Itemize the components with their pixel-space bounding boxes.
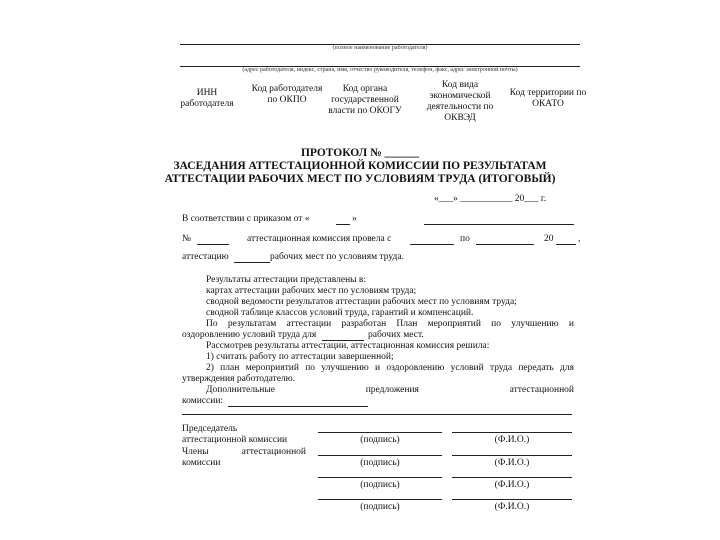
results-item-3: сводной таблице классов условий труда, гарантий и компенсаций.	[206, 308, 474, 318]
chair-label-2: аттестационной комиссии	[182, 435, 288, 445]
member-2-sign-caption: (подпись)	[360, 480, 400, 490]
results-item-2: сводной ведомости результатов аттестации рабочих мест по условиям труда;	[206, 297, 517, 307]
code-okogu: Код органа государственной власти по ОКОГУ	[328, 84, 402, 116]
org-name-caption: (полное наименование работодателя)	[332, 45, 428, 51]
members-label-2: комиссии	[182, 458, 221, 468]
decision-intro: Рассмотрев результаты аттестации, аттестационная комиссия решила:	[206, 341, 490, 351]
extra-proposals-field-2[interactable]	[182, 414, 572, 415]
member-1-fio-caption: (Ф.И.О.)	[494, 458, 530, 468]
extra-proposals-line-1: Дополнительные предложения аттестационной	[206, 385, 574, 395]
code-okpo: Код работодателя по ОКПО	[251, 84, 323, 105]
code-inn: ИНН работодателя	[180, 88, 234, 109]
comma: ,	[578, 234, 581, 244]
extra-proposals-field[interactable]	[228, 406, 368, 407]
plan-line-1: По результатам аттестации разработан План мероприятий по улучшению и	[206, 319, 574, 329]
address-caption: (адрес работодателя, индекс, страна, имя, отчество руководителя, телефон, факс, адрес электронной почты)	[242, 67, 518, 73]
order-rest-field[interactable]	[424, 224, 574, 225]
protocol-date[interactable]: «___» ___________ 20___ г.	[434, 194, 547, 204]
order-day-field[interactable]	[336, 224, 350, 225]
title-line-3: АТТЕСТАЦИИ РАБОЧИХ МЕСТ ПО УСЛОВИЯМ ТРУДА (ИТОГОВЫЙ)	[164, 173, 556, 185]
member-3-fio-caption: (Ф.И.О.)	[494, 502, 530, 512]
member-2-fio-line[interactable]	[452, 477, 572, 478]
order-prefix: В соответствии с приказом от «	[182, 214, 310, 224]
member-1-signature-line[interactable]	[318, 455, 442, 456]
plan-line-2-prefix: оздоровлению условий труда для	[182, 330, 317, 340]
members-label-1: Члены аттестационной	[182, 447, 306, 457]
plan-line-2-suffix: рабочих мест.	[368, 330, 424, 340]
member-1-sign-caption: (подпись)	[360, 458, 400, 468]
order-quote: »	[352, 214, 357, 224]
member-3-signature-line[interactable]	[318, 499, 442, 500]
code-okato: Код территории по ОКАТО	[509, 88, 587, 109]
date-from-field[interactable]	[410, 244, 454, 245]
results-item-1: картах аттестации рабочих мест по условиям труда;	[206, 286, 417, 296]
results-intro: Результаты аттестации представлены в:	[206, 275, 367, 285]
attest-count-field[interactable]	[234, 262, 270, 263]
chair-fio-line[interactable]	[452, 432, 572, 433]
member-1-fio-line[interactable]	[452, 455, 572, 456]
order-no-label: №	[182, 234, 192, 244]
year-field[interactable]	[556, 244, 576, 245]
member-2-fio-caption: (Ф.И.О.)	[494, 480, 530, 490]
decision-1: 1) считать работу по аттестации завершенной;	[206, 352, 394, 362]
attest-prefix: аттестацию	[182, 252, 229, 262]
member-2-signature-line[interactable]	[318, 477, 442, 478]
member-3-sign-caption: (подпись)	[360, 502, 400, 512]
year-label: 20	[544, 234, 554, 244]
member-3-fio-line[interactable]	[452, 499, 572, 500]
decision-2-line-1: 2) план мероприятий по улучшению и оздоровлению условий труда передать для	[206, 363, 574, 373]
attest-suffix: рабочих мест по условиям труда.	[270, 252, 404, 262]
title-number: ПРОТОКОЛ № ______	[300, 147, 420, 159]
po-label: по	[460, 234, 470, 244]
chair-sign-caption: (подпись)	[360, 435, 400, 445]
order-no-field[interactable]	[197, 244, 229, 245]
code-okved: Код вида экономической деятельности по ОКВЭД	[426, 80, 494, 123]
chair-label-1: Председатель	[182, 424, 238, 434]
decision-2-line-2: утверждения работодателю.	[182, 374, 296, 384]
chair-signature-line[interactable]	[318, 432, 442, 433]
title-line-2: ЗАСЕДАНИЯ АТТЕСТАЦИОННОЙ КОМИССИИ ПО РЕЗУЛЬТАТАМ	[173, 160, 547, 172]
date-to-field[interactable]	[476, 244, 534, 245]
commission-conducted-text: аттестационная комиссия провела с	[247, 234, 392, 244]
chair-fio-caption: (Ф.И.О.)	[494, 435, 530, 445]
codes-row	[172, 80, 592, 130]
extra-proposals-label: комиссии:	[182, 396, 224, 406]
